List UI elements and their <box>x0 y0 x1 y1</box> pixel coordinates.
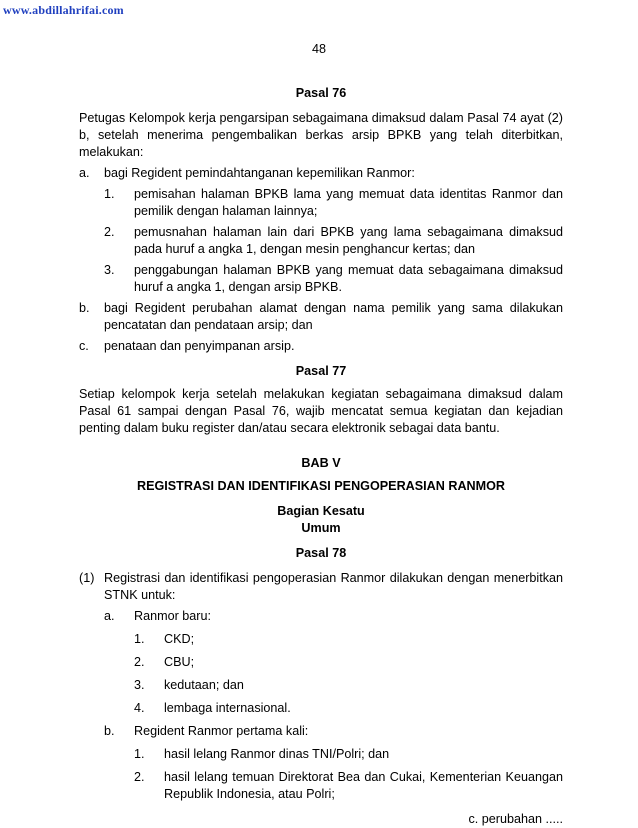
item-text: Ranmor baru: <box>134 609 211 623</box>
bagian-name: Umum <box>301 521 341 535</box>
item-label: 2. <box>104 225 115 239</box>
item-text: penataan dan penyimpanan arsip. <box>104 339 295 353</box>
item-text: pemusnahan halaman lain dari BPKB yang lama sebagaimana dimaksud pada huruf a angka 1, dengan mesin penghancur kertas; dan <box>134 225 563 256</box>
pasal-76-title: Pasal 76 <box>295 86 347 100</box>
bab-subtitle: REGISTRASI DAN IDENTIFIKASI PENGOPERASIAN RANMOR <box>136 479 506 493</box>
item-label: b. <box>79 301 90 315</box>
pasal-76-intro: Petugas Kelompok kerja pengarsipan sebagaimana dimaksud dalam Pasal 74 ayat (2) b, setelah menerima pengembalikan berkas arsip BPKB yang telah diterbitkan, melakukan: <box>79 111 563 159</box>
item-text: Registrasi dan identifikasi pengoperasian Ranmor dilakukan dengan menerbitkan STNK untuk: <box>104 571 563 602</box>
pasal-76-item-a1 <box>104 186 563 220</box>
pasal-78-title: Pasal 78 <box>295 546 347 560</box>
item-label: 3. <box>104 263 115 277</box>
item-text: hasil lelang temuan Direktorat Bea dan Cukai, Kementerian Keuangan Republik Indonesia, atau Polri; <box>164 770 563 801</box>
item-text: kedutaan; dan <box>164 678 244 692</box>
pasal-78-item-a1 <box>134 631 563 648</box>
bab-title: BAB V <box>301 456 341 470</box>
pasal-78-item-b2 <box>134 769 563 803</box>
item-label: (1) <box>79 571 95 585</box>
bagian-title: Bagian Kesatu <box>277 504 365 518</box>
document-body <box>79 85 563 828</box>
pasal-77-text: Setiap kelompok kerja setelah melakukan kegiatan sebagaimana dimaksud dalam Pasal 61 sampai dengan Pasal 76, wajib mencatat semua kegiatan dan kejadian penting dalam buku register dan/atau secara elektronik sebagai data bantu. <box>79 387 563 435</box>
item-label: 2. <box>134 655 145 669</box>
item-label: b. <box>104 724 115 738</box>
item-label: a. <box>79 166 90 180</box>
item-label: a. <box>104 609 115 623</box>
item-label: 3. <box>134 678 145 692</box>
pasal-77-title: Pasal 77 <box>295 364 347 378</box>
continuation-note: c. perubahan ..... <box>468 812 563 826</box>
item-text: Regident Ranmor pertama kali: <box>134 724 309 738</box>
pasal-76-item-b <box>79 300 563 334</box>
pasal-78-item-b1 <box>134 746 563 763</box>
pasal-78-item-a2 <box>134 654 563 671</box>
item-label: c. <box>79 339 89 353</box>
item-label: 2. <box>134 770 145 784</box>
pasal-76-item-a3 <box>104 262 563 296</box>
item-text: pemisahan halaman BPKB lama yang memuat data identitas Ranmor dan pemilik dengan halaman lainnya; <box>134 187 563 218</box>
pasal-78-item-a4 <box>134 700 563 717</box>
pasal-78-item-1 <box>79 570 563 604</box>
item-label: 1. <box>134 632 145 646</box>
item-text: bagi Regident pemindahtanganan kepemilikan Ranmor: <box>104 166 415 180</box>
item-text: bagi Regident perubahan alamat dengan nama pemilik yang sama dilakukan pencatatan dan pendataan arsip; dan <box>104 301 563 332</box>
item-text: hasil lelang Ranmor dinas TNI/Polri; dan <box>164 747 390 761</box>
pasal-76-item-c <box>79 338 563 355</box>
page-number: 48 <box>311 42 326 56</box>
pasal-78-item-a3 <box>134 677 563 694</box>
item-label: 1. <box>134 747 145 761</box>
item-text: CKD; <box>164 632 195 646</box>
watermark[interactable]: www.abdillahrifai.com <box>3 3 124 17</box>
item-text: CBU; <box>164 655 195 669</box>
item-text: lembaga internasional. <box>164 701 291 715</box>
item-label: 1. <box>104 187 115 201</box>
pasal-76-item-a <box>79 165 563 182</box>
pasal-78-item-b <box>104 723 563 740</box>
pasal-78-item-a <box>104 608 563 625</box>
item-text: penggabungan halaman BPKB yang memuat data sebagaimana dimaksud huruf a angka 1, dengan arsip BPKB. <box>134 263 563 294</box>
pasal-76-item-a2 <box>104 224 563 258</box>
item-label: 4. <box>134 701 145 715</box>
